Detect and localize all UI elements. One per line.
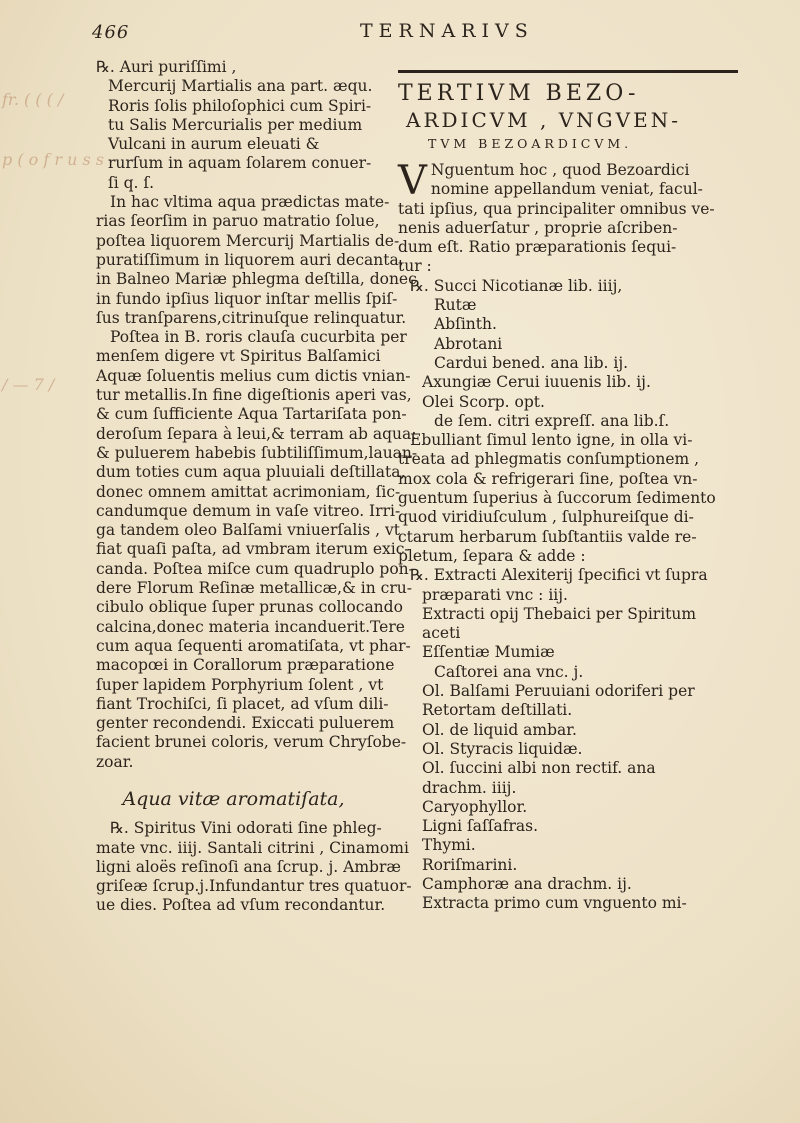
recipe-list: [398, 566, 738, 913]
paragraph: [96, 819, 412, 915]
text-line: puratiſſimum in liquorem auri decanta,: [96, 250, 404, 269]
text-line: genter recondendi. Exiccati puluerem: [96, 714, 395, 733]
text-line: canda. Poſtea miſce cum quadruplo pon-: [96, 559, 414, 578]
spacer: [96, 772, 371, 786]
margin-note: / — 7 /: [2, 375, 55, 394]
list-item: aceti: [422, 624, 461, 643]
text-line: facient brunei coloris, verum Chryſobe-: [96, 733, 407, 752]
text-line: Nguentum hoc , quod Bezoardici: [430, 161, 690, 179]
text-line: Aquæ ſoluentis melius cum dictis vnian-: [96, 366, 411, 385]
chapter-title: TERTIVM BEZO-: [398, 81, 640, 106]
text-line: Ebulliant ſimul lento igne, in olla vi-: [410, 431, 693, 450]
text-line: tur metallis.In fine digeſtionis aperi vas,: [96, 386, 412, 405]
text-line: ſus tranſparens,citrinuſque relinquatur.: [96, 308, 407, 327]
text-line: ℞. Spiritus Vini odorati ſine phleg-: [110, 819, 382, 838]
text-line: pletum, ſepara & adde :: [398, 546, 586, 565]
text-line: tu Salis Mercurialis per medium: [108, 115, 363, 134]
text-line: donec omnem amittat acrimoniam, ſic-: [96, 482, 401, 501]
text-line: zoar.: [96, 752, 134, 771]
list-item: Eſſentiæ Mumiæ: [422, 643, 555, 662]
text-line: cum aqua ſequenti aromatiſata, vt phar-: [96, 636, 411, 655]
text-line: fiant Trochiſci, ſi placet, ad vſum dili-: [96, 694, 389, 713]
text-line: ctarum herbarum ſubſtantiis valde re-: [398, 527, 697, 546]
list-item: Caryophyllor.: [422, 797, 528, 816]
text-line: nomine appellandum veniat, facul-: [430, 180, 703, 199]
list-item: Ligni ſaſſafras.: [422, 817, 539, 836]
left-column: [96, 58, 418, 916]
text-line: calcina,donec materia incanduerit.Tere: [96, 617, 405, 636]
list-item: Olei Scorp. opt.: [422, 392, 545, 411]
text-line: Mercurij Martialis ana part. æqu.: [108, 77, 373, 96]
drop-cap: V: [398, 158, 427, 204]
text-line: mate vnc. iiij. Santali citrini , Cinamomi: [96, 838, 409, 857]
list-item: Ol. Balſami Peruuiani odoriferi per: [422, 682, 695, 701]
margin-note: fr. ( ( ( /: [2, 90, 64, 109]
list-item: ℞. Succi Nicotianæ lib. iiij,: [410, 276, 623, 295]
margin-note: p ( o f r u s s: [2, 150, 105, 169]
recipe-list: [398, 277, 738, 431]
text-line: ga tandem oleo Balſami vniuerſalis , vt: [96, 521, 401, 540]
text-line: In hac vltima aqua prædictas mate-: [110, 193, 390, 212]
list-item: drachm. iiij.: [422, 778, 517, 797]
text-line: Roris ſolis philoſophici cum Spiri-: [108, 96, 372, 115]
text-line: deroſum ſepara à leui,& terram ab aqua;: [96, 424, 417, 443]
text-line: dum eſt. Ratio præparationis ſequi-: [398, 238, 677, 257]
text-line: fiat quaſi paſta, ad vmbram iterum exic-: [96, 540, 410, 559]
intro-paragraph: [398, 158, 738, 277]
text-line: rurſum in aquam ſolarem conuer-: [108, 154, 372, 173]
chapter-title: ARDICVM , VNGVEN-: [406, 108, 681, 132]
list-item: Retortam deſtillati.: [422, 701, 573, 720]
list-item: Axungiæ Cerui iuuenis lib. ij.: [422, 373, 651, 392]
text-line: dum toties cum aqua pluuiali deſtillata,: [96, 463, 406, 482]
list-item: ℞. Extracti Alexiterij ſpecifici vt ſupra: [410, 566, 708, 585]
text-line: in fundo ipſius liquor inſtar mellis ſpiſ-: [96, 289, 398, 308]
text-line: Vulcani in aurum eleuati &: [108, 135, 320, 154]
text-line: Poſtea in B. roris clauſa cucurbita per: [110, 328, 407, 347]
text-line: menſem digere vt Spiritus Balſamici: [96, 347, 381, 366]
text-line: guentum ſuperius à ſuccorum ſedimento: [398, 489, 716, 508]
text-line: treata ad phlegmatis conſumptionem ,: [398, 450, 700, 469]
section-title: Aqua vitæ aromatiſata,: [122, 787, 345, 810]
list-item: Cardui bened. ana lib. ij.: [434, 353, 629, 372]
running-head: TERNARIVS: [360, 20, 534, 42]
text-line: in Balneo Mariæ phlegma deſtilla, donec: [96, 270, 417, 289]
paragraph: [96, 193, 418, 772]
text-line: macopœi in Corallorum præparatione: [96, 656, 395, 675]
text-line: ℞. Auri puriſſimi ,: [96, 58, 237, 76]
text-line: rias ſeorſim in paruo matratio ſolue,: [96, 212, 380, 231]
text-line: dere Florum Reſinæ metallicæ,& in cru-: [96, 579, 412, 598]
list-item: Ol. ſuccini albi non rectif. ana: [422, 759, 656, 778]
text-line: & puluerem habebis ſubtiliſſimum,lauan-: [96, 443, 418, 462]
list-item: Rutæ: [434, 296, 477, 315]
header-rule: [398, 70, 738, 73]
text-line: ue dies. Poſtea ad vſum recondantur.: [96, 896, 386, 915]
text-line: nenis aduerſatur , proprie aſcriben-: [398, 218, 678, 237]
list-item: Extracti opij Thebaici per Spiritum: [422, 604, 697, 623]
paragraph: [398, 431, 738, 566]
list-item: Camphoræ ana drachm. ij.: [422, 874, 632, 893]
text-line: & cum ſufficiente Aqua Tartariſata pon-: [96, 405, 407, 424]
page-number: 466: [92, 22, 130, 43]
text-line: cibulo oblique ſuper prunas collocando: [96, 598, 403, 617]
list-item: Abſinth.: [434, 315, 497, 334]
text-line: candumque demum in vaſe vitreo. Irri-: [96, 501, 401, 520]
recipe-block: [96, 58, 371, 193]
text-line: quod viridiuſculum , ſulphureiſque di-: [398, 508, 694, 527]
text-line: griſeæ ſcrup.j.Infundantur tres quatuor-: [96, 877, 412, 896]
list-item: Roriſmarini.: [422, 855, 518, 874]
text-line: tur :: [398, 257, 432, 276]
list-item: Ol. de liquid ambar.: [422, 720, 577, 739]
list-item: Thymi.: [422, 836, 476, 855]
list-item: de ſem. citri expreſſ. ana lib.ſ.: [434, 411, 670, 430]
right-column: [398, 60, 738, 914]
text-line: ſi q. ſ.: [108, 173, 155, 192]
text-line: tati ipſius, qua principaliter omnibus ve-: [398, 199, 715, 218]
text-line: mox cola & refrigerari ſine, poſtea vn-: [398, 469, 698, 488]
text-line: ſuper lapidem Porphyrium ſolent , vt: [96, 675, 384, 694]
text-line: ligni aloës reſinoſi ana ſcrup. j. Ambræ: [96, 857, 401, 876]
list-item: Caſtorei ana vnc. j.: [434, 662, 584, 681]
list-item: Extracta primo cum vnguento mi-: [422, 894, 687, 913]
chapter-subtitle: TVM BEZOARDICVM.: [428, 136, 633, 151]
list-item: præparati vnc : iij.: [422, 585, 568, 604]
list-item: Abrotani: [434, 334, 503, 353]
list-item: Ol. Styracis liquidæ.: [422, 739, 583, 758]
text-line: poſtea liquorem Mercurij Martialis de-: [96, 231, 400, 250]
